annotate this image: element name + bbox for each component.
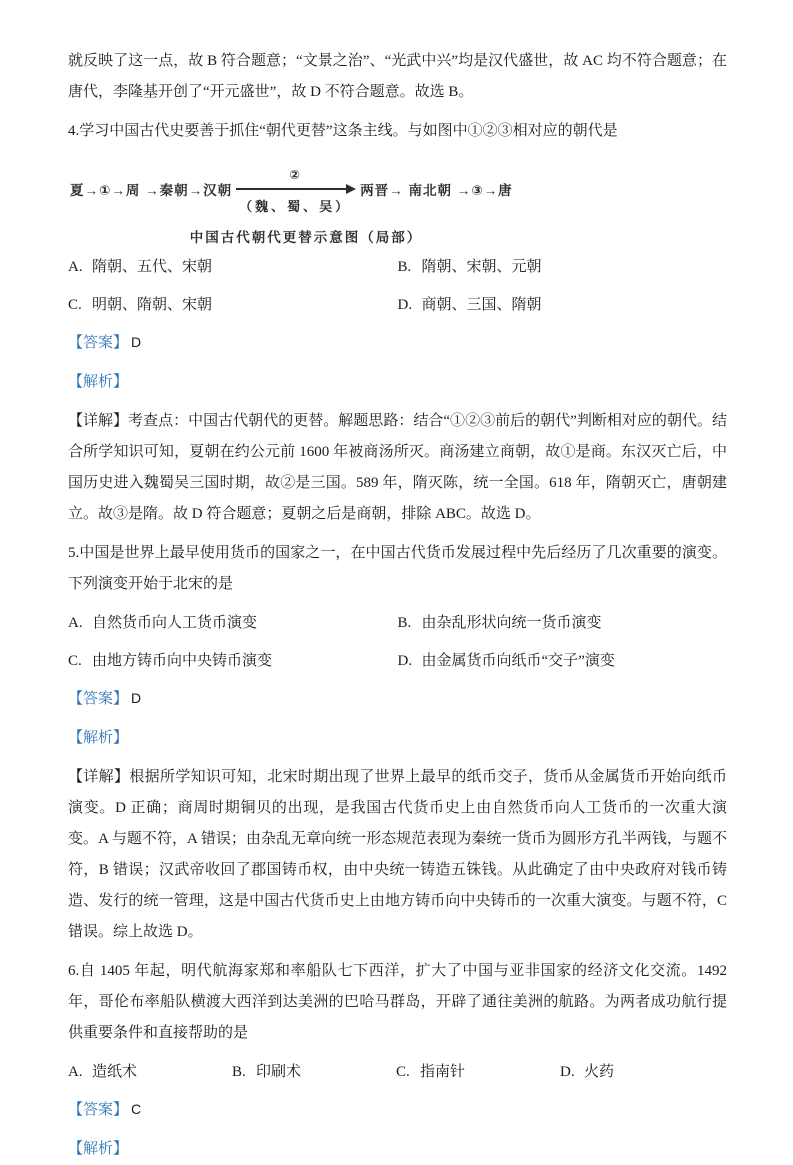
- option-4d-key: D.: [397, 297, 413, 313]
- option-6d-text: 火药: [584, 1064, 615, 1080]
- option-5c-key: C.: [68, 653, 82, 669]
- question-4-options: [68, 252, 727, 321]
- question-6-answer-line: [68, 1094, 727, 1126]
- question-5-stem: 5.中国是世界上最早使用货币的国家之一，在中国古代货币发展过程中先后经历了几次重要的演变。下列演变开始于北宋的是: [68, 545, 727, 592]
- option-6b: [232, 1057, 396, 1088]
- option-6c: [396, 1057, 560, 1088]
- option-5c: [68, 646, 398, 677]
- question-5-options: [68, 608, 727, 677]
- question-6-stem: 6.自 1405 年起，明代航海家郑和率船队七下西洋，扩大了中国与亚非国家的经济文化交流。1492 年，哥伦布率船队横渡大西洋到达美洲的巴哈马群岛，开辟了通往美洲的航路。为两者成功航行提供重要条件和直接帮助的是: [68, 963, 727, 1041]
- question-5-analysis-line: [68, 723, 727, 754]
- question-4-analysis-line: [68, 367, 727, 398]
- option-6a: [68, 1057, 232, 1088]
- option-6c-text: 指南针: [420, 1064, 466, 1080]
- option-5d: [398, 646, 728, 677]
- option-4c: [68, 290, 398, 321]
- answer-value: C: [131, 1101, 142, 1117]
- long-arrow-line: [236, 168, 354, 214]
- question-4-answer-line: [68, 327, 727, 359]
- diagram-label-circle2: ②: [289, 168, 301, 182]
- arrowhead-icon: [346, 184, 356, 194]
- option-5a-key: A.: [68, 615, 83, 631]
- option-6d-key: D.: [560, 1064, 575, 1080]
- diagram-timeline-row: [70, 157, 542, 214]
- option-6a-text: 造纸术: [92, 1064, 138, 1080]
- diagram-caption: 中国古代朝代更替示意图（局部）: [189, 230, 423, 245]
- option-4a: [68, 252, 398, 283]
- question-6-analysis-line: [68, 1134, 727, 1165]
- option-5a-text: 自然货币向人工货币演变: [92, 615, 258, 631]
- answer-label: 【答案】: [68, 335, 129, 351]
- analysis-label: 【解析】: [68, 374, 129, 390]
- dynasty-succession-diagram: [70, 157, 542, 246]
- option-5c-text: 由地方铸币向中央铸币演变: [92, 653, 273, 669]
- option-5b-key: B.: [397, 615, 412, 631]
- option-5d-text: 由金属货币向纸币“交子”演变: [421, 653, 615, 669]
- option-4b-key: B.: [397, 259, 412, 275]
- option-5d-key: D.: [397, 653, 413, 669]
- option-6c-key: C.: [396, 1064, 410, 1080]
- question-4-stem: 4.学习中国古代史要善于抓住“朝代更替”这条主线。与如图中①②③相对应的朝代是: [68, 123, 618, 139]
- option-5a: [68, 608, 398, 639]
- option-6d: [560, 1057, 727, 1088]
- option-4a-text: 隋朝、五代、宋朝: [92, 259, 213, 275]
- option-6b-text: 印刷术: [256, 1064, 302, 1080]
- question-4-detail-explanation: 【详解】考查点：中国古代朝代的更替。解题思路：结合“①②③前后的朝代”判断相对应的朝代。结合所学知识可知，夏朝在约公元前 1600 年被商汤所灭。商汤建立商朝，故①是商。东汉灭亡后，中国历史进入魏蜀吴三国时期，故②是三国。589 年，隋灭陈，统一全国。618 年，隋朝灭亡，唐朝建立。故③是隋。故 D 符合题意；夏朝之后是商朝，排除 ABC。故选 D。: [68, 413, 727, 522]
- option-4d-text: 商朝、三国、隋朝: [421, 297, 542, 313]
- analysis-label: 【解析】: [68, 730, 129, 746]
- answer-label: 【答案】: [68, 1102, 129, 1118]
- answer-label: 【答案】: [68, 691, 129, 707]
- option-6b-key: B.: [232, 1064, 246, 1080]
- option-4b: [398, 252, 728, 283]
- option-5b-text: 由杂乱形状向统一货币演变: [421, 615, 602, 631]
- option-5b: [398, 608, 728, 639]
- option-4c-key: C.: [68, 297, 82, 313]
- option-4b-text: 隋朝、宋朝、元朝: [421, 259, 542, 275]
- answer-value: D: [131, 690, 142, 706]
- diagram-left-sequence: 夏→①→周 →秦朝→汉朝: [70, 183, 233, 198]
- question-6-options: [68, 1057, 727, 1088]
- question-5-detail-explanation: 【详解】根据所学知识可知，北宋时期出现了世界上最早的纸币交子，货币从金属货币开始向纸币演变。D 正确；商周时期铜贝的出现，是我国古代货币史上由自然货币向人工货币的一次重大演变。A 与题不符，A 错误；由杂乱无章向统一形态规范表现为秦统一货币为圆形方孔半两钱，与题不符，B 错误；汉武帝收回了郡国铸币权，由中央统一铸造五铢钱。从此确定了由中央政府对钱币铸造、发行的统一管理，这是中国古代货币史上由地方铸币向中央铸币的一次重大演变。与题不符，C 错误。综上故选 D。: [68, 769, 727, 940]
- paragraph-previous-explanation-tail: 就反映了这一点，故 B 符合题意；“文景之治”、“光武中兴”均是汉代盛世，故 AC 均不符合题意；在唐代，李隆基开创了“开元盛世”，故 D 不符合题意。故选 B。: [68, 53, 727, 100]
- option-4a-key: A.: [68, 259, 83, 275]
- analysis-label: 【解析】: [68, 1141, 129, 1157]
- option-4c-text: 明朝、隋朝、宋朝: [92, 297, 213, 313]
- diagram-label-wei-shu-wu: （魏、蜀、吴）: [239, 199, 352, 214]
- answer-value: D: [131, 334, 142, 350]
- option-6a-key: A.: [68, 1064, 83, 1080]
- option-4d: [398, 290, 728, 321]
- question-5-answer-line: [68, 683, 727, 715]
- diagram-right-sequence: 两晋→ 南北朝 →③→唐: [360, 183, 513, 198]
